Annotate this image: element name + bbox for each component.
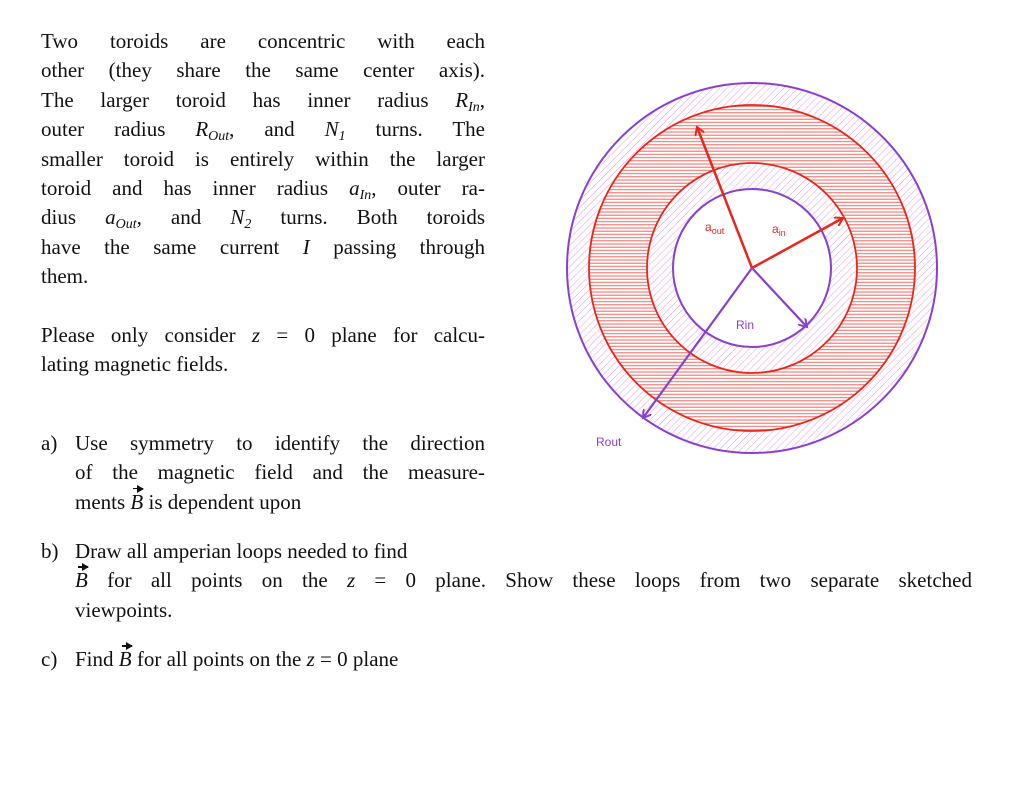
text-run: , — [479, 87, 485, 112]
part-line — [75, 565, 972, 595]
text-run: for all points on the — [87, 568, 347, 593]
r-in-arrow — [752, 268, 807, 327]
intro-line — [41, 114, 485, 144]
text-run: for all points on the — [131, 647, 307, 671]
r-in-label: Rin — [736, 318, 755, 332]
a-in-label-base: a — [772, 222, 779, 236]
text-run: , outer ra- — [371, 176, 485, 200]
a-out-label — [705, 220, 724, 234]
intro-line — [41, 261, 485, 291]
intro-line — [41, 232, 485, 262]
a-in-label — [772, 222, 786, 236]
math-variable: $R_{In}$ — [455, 87, 480, 115]
text-run: passing through — [309, 234, 485, 259]
text-run: them. — [41, 264, 89, 289]
text-run: toroid and has inner radius — [41, 176, 350, 200]
text-run: ments — [75, 489, 131, 514]
text-run: is dependent upon — [143, 489, 302, 514]
text-run: turns. Both toroids — [251, 205, 485, 230]
part-line — [75, 428, 485, 458]
intro-line — [41, 55, 485, 85]
text-run: = 0 plane for calcu- — [260, 323, 485, 347]
text-run: of the magnetic field and the measure- — [75, 460, 485, 485]
math-variable: $N_1$ — [324, 117, 346, 145]
math-variable: z — [346, 568, 356, 593]
text-run: Two toroids are concentric with each — [41, 29, 485, 53]
text-run: outer radius — [41, 117, 196, 142]
math-variable: $a_{Out}$ — [105, 205, 137, 233]
text-run: other (they share the same center axis). — [41, 58, 485, 83]
math-variable: $N_2$ — [230, 205, 252, 233]
intro-line — [41, 85, 485, 115]
text-run: turns. The — [345, 117, 485, 142]
note-line — [41, 320, 485, 350]
intro-line — [41, 173, 485, 203]
text-run: dius — [41, 205, 106, 230]
math-variable: z — [251, 323, 261, 347]
text-run: The larger toroid has inner radius — [41, 87, 456, 112]
part-line — [75, 487, 301, 517]
text-run: smaller toroid is entirely within the larger — [41, 146, 485, 171]
text-run: , and — [136, 205, 231, 230]
text-run: , and — [229, 117, 325, 142]
text-run: lating magnetic fields. — [41, 352, 229, 377]
math-variable: $a_{In}$ — [349, 176, 372, 203]
toroid-diagram — [560, 80, 950, 470]
text-run: = 0 plane. Show these loops from two separate sketched — [355, 568, 972, 593]
math-variable: $R_{Out}$ — [195, 117, 230, 145]
a-out-label-sub: out — [711, 226, 725, 236]
part-line — [75, 457, 485, 487]
part-label: a) — [41, 431, 58, 455]
text-run: viewpoints. — [75, 597, 173, 622]
intro-line — [41, 144, 485, 174]
part-line — [75, 536, 407, 566]
part-line — [75, 644, 398, 674]
text-run: = 0 plane — [314, 647, 399, 671]
text-run: Draw all amperian loops needed to find — [75, 539, 408, 563]
text-run: have the same current — [41, 234, 303, 259]
part-label: c) — [41, 647, 58, 671]
vector-symbol: B — [75, 565, 88, 595]
part-label: b) — [41, 539, 59, 563]
text-run: Find — [75, 647, 119, 671]
part-line — [75, 595, 172, 625]
intro-line — [41, 202, 485, 232]
math-variable: I — [302, 234, 310, 259]
vector-symbol: B — [119, 644, 132, 674]
vector-symbol: B — [130, 487, 143, 517]
text-run: Use symmetry to identify the direction — [75, 431, 485, 455]
intro-line — [41, 26, 485, 56]
a-out-label-base: a — [705, 220, 712, 234]
a-in-label-sub: in — [778, 228, 786, 238]
math-variable: z — [306, 647, 315, 671]
text-run: Please only consider — [41, 323, 252, 347]
r-out-label: Rout — [596, 435, 622, 449]
note-line — [41, 349, 485, 379]
